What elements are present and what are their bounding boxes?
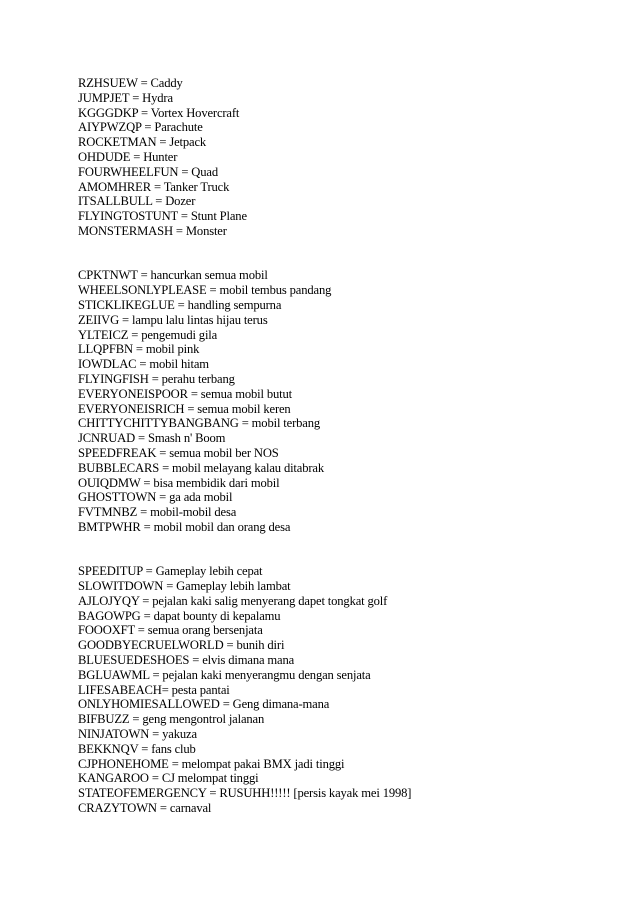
cheat-line: LLQPFBN = mobil pink bbox=[78, 342, 200, 357]
car-cheats-section bbox=[78, 268, 598, 534]
cheat-line: STICKLIKEGLUE = handling sempurna bbox=[78, 297, 282, 312]
cheat-line: OUIQDMW = bisa membidik dari mobil bbox=[78, 475, 280, 490]
cheat-line: IOWDLAC = mobil hitam bbox=[78, 357, 209, 372]
cheat-line: ZEIIVG = lampu lalu lintas hijau terus bbox=[78, 312, 268, 327]
cheat-line: KGGGDKP = Vortex Hovercraft bbox=[78, 105, 240, 120]
cheat-line: AIYPWZQP = Parachute bbox=[78, 120, 203, 135]
cheat-line: WHEELSONLYPLEASE = mobil tembus pandang bbox=[78, 283, 332, 298]
cheat-line: JUMPJET = Hydra bbox=[78, 90, 173, 105]
cheat-line: SPEEDFREAK = semua mobil ber NOS bbox=[78, 445, 279, 460]
cheat-line: CJPHONEHOME = melompat pakai BMX jadi tinggi bbox=[78, 756, 345, 771]
cheat-line: BGLUAWML = pejalan kaki menyerangmu dengan senjata bbox=[78, 667, 371, 682]
cheat-line: EVERYONEISRICH = semua mobil keren bbox=[78, 401, 291, 416]
section-spacer bbox=[78, 535, 598, 565]
cheat-line: YLTEICZ = pengemudi gila bbox=[78, 327, 218, 342]
cheat-line: MONSTERMASH = Monster bbox=[78, 223, 227, 238]
cheat-line: CHITTYCHITTYBANGBANG = mobil terbang bbox=[78, 416, 321, 431]
section-spacer bbox=[78, 239, 598, 269]
cheat-line: FLYINGFISH = perahu terbang bbox=[78, 371, 235, 386]
cheat-line: AJLOJYQY = pejalan kaki salig menyerang dapet tongkat golf bbox=[78, 593, 388, 608]
cheat-line: GHOSTTOWN = ga ada mobil bbox=[78, 490, 233, 505]
cheat-line: FOOOXFT = semua orang bersenjata bbox=[78, 623, 263, 638]
cheat-line: FVTMNBZ = mobil-mobil desa bbox=[78, 505, 237, 520]
cheat-line: BUBBLECARS = mobil melayang kalau ditabrak bbox=[78, 460, 324, 475]
cheat-line: STATEOFEMERGENCY = RUSUHH!!!!! [persis kayak mei 1998] bbox=[78, 786, 412, 801]
cheat-line: LIFESABEACH= pesta pantai bbox=[78, 682, 230, 697]
cheat-line: AMOMHRER = Tanker Truck bbox=[78, 179, 230, 194]
cheat-line: BIFBUZZ = geng mengontrol jalanan bbox=[78, 712, 265, 727]
cheat-line: ONLYHOMIESALLOWED = Geng dimana-mana bbox=[78, 697, 330, 712]
cheat-line: OHDUDE = Hunter bbox=[78, 149, 178, 164]
cheat-line: BMTPWHR = mobil mobil dan orang desa bbox=[78, 519, 291, 534]
cheat-line: FOURWHEELFUN = Quad bbox=[78, 164, 218, 179]
cheat-line: KANGAROO = CJ melompat tinggi bbox=[78, 771, 259, 786]
document-page bbox=[78, 76, 598, 816]
cheat-line: BLUESUEDESHOES = elvis dimana mana bbox=[78, 653, 295, 668]
gameplay-cheats-section bbox=[78, 564, 598, 816]
vehicle-cheats-section bbox=[78, 76, 598, 239]
cheat-line: SLOWITDOWN = Gameplay lebih lambat bbox=[78, 579, 291, 594]
cheat-line: BAGOWPG = dapat bounty di kepalamu bbox=[78, 608, 281, 623]
cheat-line: BEKKNQV = fans club bbox=[78, 741, 196, 756]
cheat-line: FLYINGTOSTUNT = Stunt Plane bbox=[78, 209, 247, 224]
cheat-line: SPEEDITUP = Gameplay lebih cepat bbox=[78, 564, 263, 579]
cheat-line: ITSALLBULL = Dozer bbox=[78, 194, 196, 209]
cheat-line: JCNRUAD = Smash n' Boom bbox=[78, 431, 226, 446]
cheat-line: CPKTNWT = hancurkan semua mobil bbox=[78, 268, 268, 283]
cheat-line: RZHSUEW = Caddy bbox=[78, 76, 183, 90]
cheat-line: NINJATOWN = yakuza bbox=[78, 727, 197, 742]
cheat-line: EVERYONEISPOOR = semua mobil butut bbox=[78, 386, 292, 401]
cheat-line: ROCKETMAN = Jetpack bbox=[78, 135, 207, 150]
cheat-line: CRAZYTOWN = carnaval bbox=[78, 801, 212, 816]
cheat-line: GOODBYECRUELWORLD = bunih diri bbox=[78, 638, 285, 653]
